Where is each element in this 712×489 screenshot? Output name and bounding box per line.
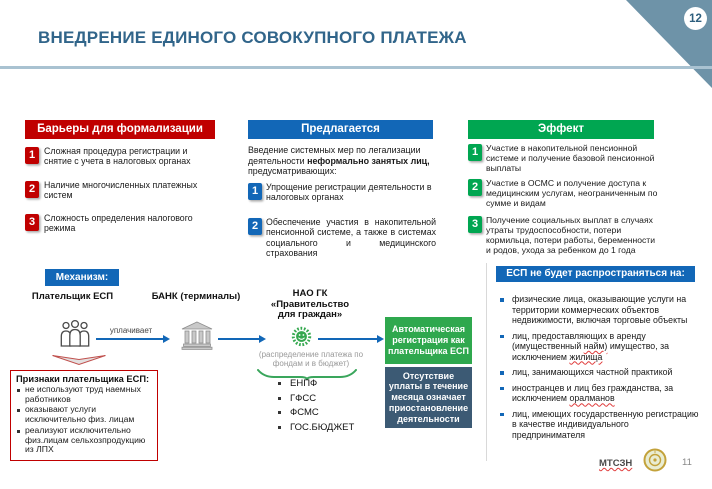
effect-item-number: 1: [468, 144, 482, 161]
slide-number-badge: 12: [684, 7, 707, 30]
effect-header: Эффект: [468, 120, 654, 139]
title-divider: [0, 66, 712, 69]
text-segment: Введение системных мер по легализации деятельности: [248, 145, 421, 166]
text-segment: лиц, предоставляющих в аренду (имущественный: [512, 330, 646, 352]
text-segment: лиц, имеющих государственную регистрацию в качестве индивидуального предпринимателя: [512, 408, 699, 441]
government-for-citizens-logo-icon: [290, 325, 313, 348]
exclusion-item: [498, 383, 704, 404]
spellcheck-word: оралманов: [569, 393, 615, 404]
chevron-down-icon: [52, 355, 106, 367]
proposed-intro: [248, 145, 436, 177]
text-segment: физические лица, оказывающие услуги на территории коммерческих объектов недвижимости, включая торговые объекты: [512, 294, 688, 326]
barriers-header: Барьеры для формализации: [25, 120, 215, 139]
fund-item: ГФСС: [278, 393, 354, 404]
fund-item: ФСМС: [278, 407, 354, 418]
payer-signs-box: [10, 370, 158, 461]
effect-item-number: 3: [468, 216, 482, 233]
payer-to-bank-arrow: [96, 338, 164, 340]
distribution-note: (распределение платежа по фондам и в бюджет): [258, 350, 364, 369]
fund-item: ЕНПФ: [278, 378, 354, 389]
barriers-item-text: Сложная процедура регистрации и снятие с учета в налоговых органах: [44, 146, 191, 167]
auto-registration-box: Автоматическая регистрация как плательщика ЕСП: [385, 317, 472, 364]
mechanism-label: Механизм:: [45, 269, 119, 286]
effect-item-number: 2: [468, 179, 482, 196]
page-title: ВНЕДРЕНИЕ ЕДИНОГО СОВОКУПНОГО ПЛАТЕЖА: [38, 28, 467, 47]
barriers-item-number: 2: [25, 181, 39, 198]
exclusions-header: ЕСП не будет распространяться на:: [496, 266, 695, 282]
bank-node-label: БАНК (терминалы): [151, 291, 241, 302]
effect-item-text: Получение социальных выплат в случаях утраты трудоспособности, потери кормильца, потери работы, беременности и родов, ухода за ребенком до 1 года: [486, 215, 656, 256]
exclusion-item: [498, 409, 704, 441]
text-segment: предусматривающих:: [248, 166, 337, 177]
text-segment: имущество, за исключением: [512, 341, 670, 362]
spellcheck-word: жилища: [569, 351, 603, 362]
text-segment: неформально занятых лиц,: [307, 155, 430, 166]
kazakhstan-emblem-icon: [643, 448, 667, 472]
barriers-item-number: 3: [25, 214, 39, 231]
bank-building-icon: [181, 321, 213, 350]
exclusions-list: [498, 294, 704, 446]
gov-node-label: НАО ГК «Правительство для граждан»: [270, 288, 350, 321]
proposed-item-number: 2: [248, 218, 262, 235]
barriers-item-text: Сложность определения налогового режима: [44, 213, 193, 234]
pays-arrow-label: уплачивает: [109, 326, 153, 335]
gov-to-registration-arrow: [318, 338, 378, 340]
effect-item-text: Участие в накопительной пенсионной системе и получение базовой пенсионной выплаты: [486, 143, 655, 174]
exclusions-panel-divider: [486, 263, 487, 461]
proposed-item-text: Упрощение регистрации деятельности в налоговых органах: [266, 182, 432, 203]
payer-signs-title: Признаки плательщика ЕСП:: [16, 374, 150, 384]
footer-org-label: МТСЗН: [599, 458, 633, 469]
payer-sign-item: не используют труд наемных работников: [16, 385, 152, 404]
exclusion-item: [498, 367, 704, 378]
proposed-header: Предлагается: [248, 120, 433, 139]
suspension-box: Отсутствие уплаты в течение месяца означает приостановление деятельности: [385, 367, 472, 428]
spellcheck-word: найм): [583, 341, 608, 352]
fund-item: ГОС.БЮДЖЕТ: [278, 422, 354, 433]
text-segment: лиц, занимающихся частной практикой: [512, 367, 673, 378]
barriers-item-number: 1: [25, 147, 39, 164]
proposed-item-text: Обеспечение участия в накопительной пенсионной системе, а также в системах социального и медицинского страхования: [266, 217, 436, 259]
page-number: 11: [682, 457, 692, 468]
exclusion-item: [498, 331, 704, 363]
barriers-item-text: Наличие многочисленных платежных систем: [44, 180, 198, 201]
payer-sign-item: реализуют исключительно физ.лицам сельхозпродукцию из ЛПХ: [16, 426, 152, 455]
payer-signs-list: [16, 385, 152, 455]
payer-node-label: Плательщик ЕСП: [31, 291, 114, 302]
bank-to-gov-arrow: [218, 338, 260, 340]
exclusion-item: [498, 294, 704, 326]
payer-people-icon: [56, 319, 94, 347]
effect-item-text: Участие в ОСМС и получение доступа к медицинским услугам, неограниченным по сумме и видам: [486, 178, 658, 209]
funds-list: [278, 378, 354, 436]
proposed-item-number: 1: [248, 183, 262, 200]
text-segment: иностранцев и лиц без гражданства, за исключением: [512, 382, 674, 404]
payer-sign-item: оказывают услуги исключительно физ. лицам: [16, 405, 152, 424]
